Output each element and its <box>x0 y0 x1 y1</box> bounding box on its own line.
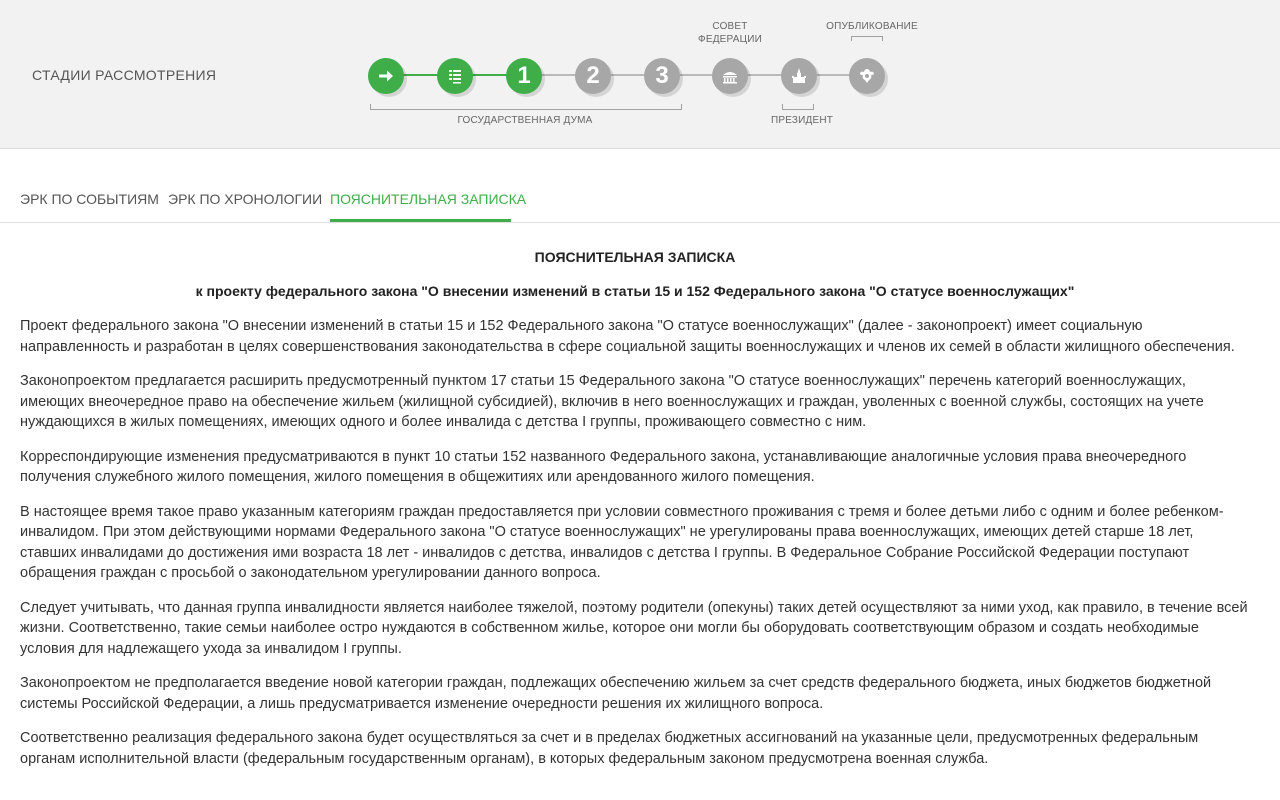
document-title: ПОЯСНИТЕЛЬНАЯ ЗАПИСКА <box>534 249 736 265</box>
document-paragraph: Законопроектом предлагается расширить предусмотренный пунктом 17 статьи 15 Федерального закона "О статусе военнослужащих" перечень категорий военнослужащих, имеющих внеочередное право на обеспечение жильем (жилищной субсидией), включив в него военнослужащих и граждан, уволенных с военной службы, состоящих на учете нуждающихся в жилых помещениях, имеющих одного и более инвалида с детства I группы, проживающего совместно с ним. <box>20 373 1204 430</box>
stage-step-arrow[interactable] <box>368 58 404 94</box>
tab-events[interactable]: ЭРК ПО СОБЫТИЯМ <box>20 191 159 207</box>
tab-chronology[interactable]: ЭРК ПО ХРОНОЛОГИИ <box>168 191 323 207</box>
arrow-right-icon <box>376 66 396 86</box>
document-paragraph: Соответственно реализация федерального закона будет осуществляться за счет и в пределах бюджетных ассигнований на указанные цели, предусмотренных федеральным органам исполнительной власти (федеральным государственным органам), в которых федеральным законом предусмотрена военная служба. <box>20 730 1199 767</box>
stage-step-council[interactable] <box>712 58 748 94</box>
duma-bracket <box>370 104 682 110</box>
publication-caption: ОПУБЛИКОВАНИЕ <box>826 21 918 32</box>
document-paragraph: Проект федерального закона "О внесении изменений в статьи 15 и 152 Федерального закона "О статусе военнослужащих" (далее - законопроект) имеет социальную направленность и разработан в целях совершенствования законодательства в сфере социальной защиты военнослужащих и членов их семей в области жилищного обеспечения. <box>20 318 1235 355</box>
president-caption: ПРЕЗИДЕНТ <box>770 115 834 126</box>
publication-bracket <box>851 36 883 41</box>
tab-bar <box>0 149 1280 223</box>
stages-title: СТАДИИ РАССМОТРЕНИЯ <box>32 67 217 83</box>
stage-step-publication[interactable] <box>849 58 885 94</box>
document-list-icon <box>446 67 464 85</box>
stage-step-label: 3 <box>655 62 669 89</box>
stage-step-reading-2[interactable] <box>575 58 611 94</box>
stage-step-document[interactable] <box>437 58 473 94</box>
council-caption <box>680 20 780 46</box>
document-paragraph: Следует учитывать, что данная группа инвалидности является наиболее тяжелой, поэтому родители (опекуны) таких детей осуществляют за ними уход, как правило, в течение всей жизни. Соответственно, такие семьи наиболее остро нуждаются в собственном жилье, которое они могли бы оборудовать соответствующим образом и создать необходимые условия для надлежащего ухода за инвалидом I группы. <box>20 599 1248 657</box>
tab-explanatory-note[interactable]: ПОЯСНИТЕЛЬНАЯ ЗАПИСКА <box>330 191 527 207</box>
kremlin-tower-icon <box>789 66 809 86</box>
stage-step-reading-1[interactable] <box>506 58 542 94</box>
document-subtitle: к проекту федерального закона "О внесении изменений в статьи 15 и 152 Федерального закона "О статусе военнослужащих" <box>195 283 1075 299</box>
council-caption-line2: ФЕДЕРАЦИИ <box>698 34 762 45</box>
document-body <box>20 222 1250 769</box>
council-caption-line1: СОВЕТ <box>712 21 748 32</box>
document-paragraph: В настоящее время такое право указанным категориям граждан предоставляется при условии совместного проживания с тремя и более детьми либо с одним и более ребенком-инвалидом. При этом действующими нормами Федерального закона "О статусе военнослужащих" не урегулированы права военнослужащих, имеющих детей старше 18 лет, ставших инвалидами до достижения ими возраста 18 лет - инвалидов с детства, инвалидов с детства I группы. В Федеральное Собрание Российской Федерации поступают обращения граждан с просьбой о законодательном урегулировании данного вопроса. <box>20 503 1224 581</box>
duma-caption: ГОСУДАРСТВЕННАЯ ДУМА <box>457 115 593 126</box>
stage-step-reading-3[interactable] <box>644 58 680 94</box>
stages-panel <box>0 0 1280 149</box>
president-bracket <box>782 104 814 110</box>
document-paragraph: Корреспондирующие изменения предусматриваются в пункт 10 статьи 152 названного Федерального закона, устанавливающие аналогичные условия права внеочередного получения служебного жилого помещения, жилого помещения в общежитиях или арендованного жилого помещения. <box>20 448 1187 485</box>
council-building-icon <box>720 66 740 86</box>
document-paragraph: Законопроектом не предполагается введение новой категории граждан, подлежащих обеспечению жильем за счет средств федерального бюджета, иных бюджетов бюджетной системы Российской Федерации, а лишь предусматривается изменение очередности решения их жилищного вопроса. <box>20 675 1212 712</box>
stage-step-label: 1 <box>517 62 531 89</box>
stage-step-label: 2 <box>586 62 600 89</box>
coat-of-arms-icon <box>857 66 877 86</box>
stage-step-president[interactable] <box>781 58 817 94</box>
